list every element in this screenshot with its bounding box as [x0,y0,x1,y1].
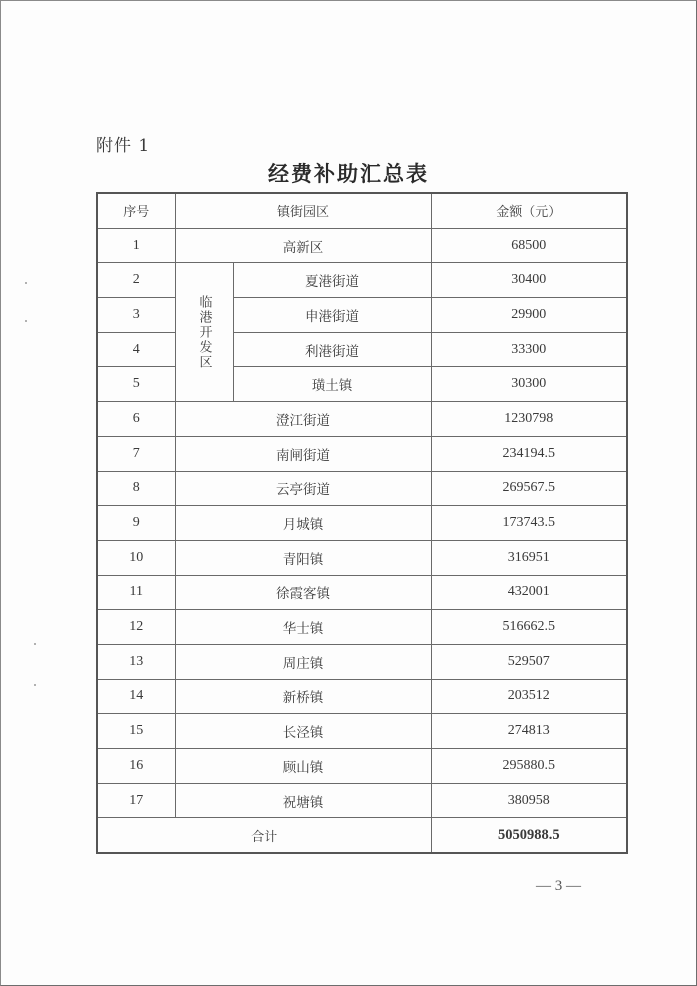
group-cell-lingang [175,263,233,402]
row-amount: 1230798 [431,402,627,437]
row-amount: 29900 [431,298,627,333]
table-row [97,610,627,645]
row-area: 青阳镇 [175,540,431,575]
row-amount: 516662.5 [431,610,627,645]
document-title: 经费补助汇总表 [268,161,429,186]
table-row [97,471,627,506]
table-row [97,402,627,437]
table-row [97,644,627,679]
table-row [97,679,627,714]
table-row [97,575,627,610]
page-number: — 3 — [536,878,581,894]
row-area: 澄江街道 [175,402,431,437]
table-row [97,783,627,818]
row-area: 华士镇 [175,610,431,645]
total-amount: 5050988.5 [431,818,627,853]
row-amount: 274813 [431,714,627,749]
table-row [97,540,627,575]
row-amount: 30400 [431,263,627,298]
subsidy-table-container [96,192,628,854]
row-serial-no: 3 [97,298,175,333]
row-amount: 203512 [431,679,627,714]
table-row [97,263,627,298]
row-serial-no: 7 [97,436,175,471]
row-area: 璜土镇 [233,367,431,402]
table-row [97,228,627,263]
header-area: 镇街园区 [175,193,431,228]
row-serial-no: 11 [97,575,175,610]
scan-speck [25,282,27,284]
row-serial-no: 8 [97,471,175,506]
table-row [97,506,627,541]
row-amount: 33300 [431,332,627,367]
row-area: 长泾镇 [175,714,431,749]
group-label: 临港开发区 [196,294,212,370]
row-amount: 234194.5 [431,436,627,471]
row-amount: 316951 [431,540,627,575]
row-area: 顾山镇 [175,749,431,784]
row-serial-no: 12 [97,610,175,645]
row-area: 申港街道 [233,298,431,333]
total-row [97,818,627,853]
row-serial-no: 9 [97,506,175,541]
row-serial-no: 1 [97,228,175,263]
row-area: 周庄镇 [175,644,431,679]
row-amount: 269567.5 [431,471,627,506]
row-area: 夏港街道 [233,263,431,298]
row-serial-no: 15 [97,714,175,749]
row-amount: 295880.5 [431,749,627,784]
row-area: 月城镇 [175,506,431,541]
row-serial-no: 10 [97,540,175,575]
row-area: 利港街道 [233,332,431,367]
table-header-row [97,193,627,228]
scan-speck [25,320,27,322]
row-serial-no: 5 [97,367,175,402]
total-label: 合计 [97,818,431,853]
row-amount: 380958 [431,783,627,818]
row-amount: 30300 [431,367,627,402]
row-area: 高新区 [175,228,431,263]
row-serial-no: 16 [97,749,175,784]
row-area: 南闸街道 [175,436,431,471]
row-amount: 68500 [431,228,627,263]
row-amount: 529507 [431,644,627,679]
row-area: 徐霞客镇 [175,575,431,610]
row-amount: 173743.5 [431,506,627,541]
row-serial-no: 4 [97,332,175,367]
row-serial-no: 2 [97,263,175,298]
attachment-label: 附件 1 [96,136,151,156]
row-area: 祝塘镇 [175,783,431,818]
row-serial-no: 13 [97,644,175,679]
row-serial-no: 6 [97,402,175,437]
scan-speck [34,643,36,645]
table-row [97,749,627,784]
row-amount: 432001 [431,575,627,610]
subsidy-summary-table [96,192,628,854]
row-area: 云亭街道 [175,471,431,506]
row-area: 新桥镇 [175,679,431,714]
scan-speck [34,684,36,686]
table-row [97,436,627,471]
row-serial-no: 17 [97,783,175,818]
header-amount: 金额（元） [431,193,627,228]
header-serial-no: 序号 [97,193,175,228]
table-row [97,714,627,749]
row-serial-no: 14 [97,679,175,714]
